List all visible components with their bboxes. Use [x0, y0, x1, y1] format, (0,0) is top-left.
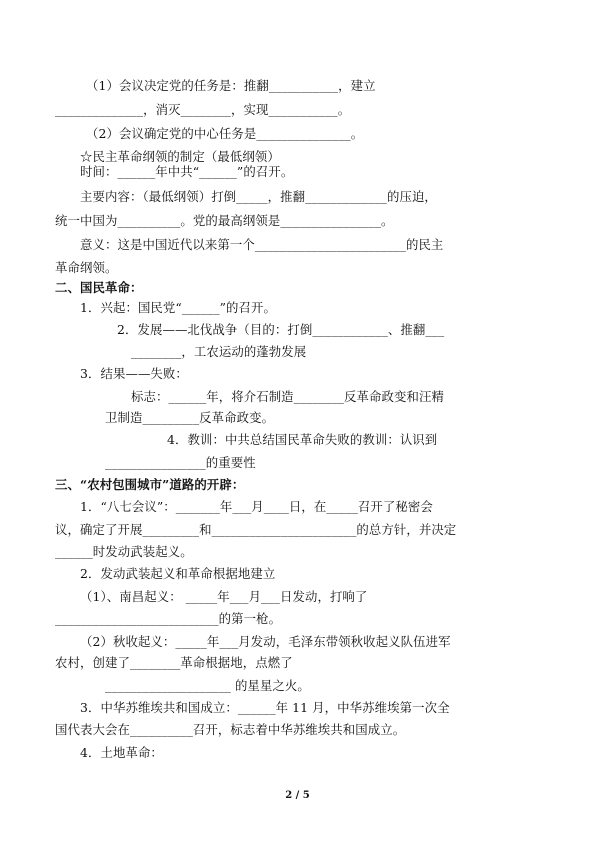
- text-line: ☆民主革命纲领的制定（最低纲领）: [80, 149, 280, 164]
- text-line: 4．教训：中共总结国民革命失败的教训：认识到: [167, 432, 438, 447]
- text-line: ______时发动武装起义。: [55, 544, 193, 559]
- text-line: 2．发动武装起义和革命根据地建立: [80, 566, 276, 581]
- text-line: 革命纲领。: [55, 260, 118, 275]
- text-line: 4．土地革命：: [80, 745, 163, 760]
- text-line: ____________________ 的星星之火。: [105, 678, 310, 693]
- text-line: 国代表大会在__________召开，标志着中华苏维埃共和国成立。: [55, 722, 406, 737]
- text-line: （1）会议决定党的任务是：推翻___________，建立: [86, 78, 376, 93]
- page-number: 2 / 5: [285, 790, 310, 801]
- text-line: （2）秋收起义：_____年___月发动，毛泽东带领秋收起义队伍进军: [80, 634, 451, 649]
- text-line: ______________，消灭________，实现___________。: [55, 102, 351, 117]
- text-line: 意义：这是中国近代以来第一个________________________的民主: [80, 237, 444, 252]
- text-line: （2）会议确定党的中心任务是_______________。: [86, 126, 364, 141]
- text-line: 主要内容：（最低纲领）打倒_____，推翻_____________的压迫，: [80, 189, 437, 204]
- text-line: 3．中华苏维埃共和国成立：______年 11 月，中华苏维埃第一次全: [80, 700, 450, 715]
- text-line: ________，工农运动的蓬勃发展: [131, 344, 307, 359]
- text-line: 统一中国为__________。党的最高纲领是________________。: [55, 213, 394, 228]
- text-line: 标志：______年，将介石制造________反革命政变和汪精: [131, 389, 444, 404]
- text-line: 1．兴起：国民党“______”的召开。: [80, 300, 277, 315]
- text-line: __________________________的第一枪。: [55, 611, 282, 626]
- text-line: 农村，创建了________革命根据地，点燃了: [55, 655, 293, 670]
- text-line: 时间：______年中共“______”的召开。: [80, 164, 294, 179]
- text-line: （1）、南昌起义： _____年___月___日发动，打响了: [80, 589, 368, 604]
- text-line: 2．发展——北伐战争（目的：打倒____________、推翻___: [117, 322, 445, 337]
- text-line: 3．结果——失败：: [80, 366, 188, 381]
- section-heading: 三、“农村包围城市”道路的开辟：: [55, 477, 245, 492]
- section-heading: 二、国民革命：: [55, 280, 143, 295]
- text-line: ________________的重要性: [105, 455, 256, 470]
- text-line: 议，确定了开展_________和_______________________的总方针，并决定: [55, 522, 457, 537]
- text-line: 卫制造_________反革命政变。: [105, 410, 275, 425]
- text-line: 1．“八七会议”：_______年___月____日，在_____召开了秘密会: [80, 499, 433, 514]
